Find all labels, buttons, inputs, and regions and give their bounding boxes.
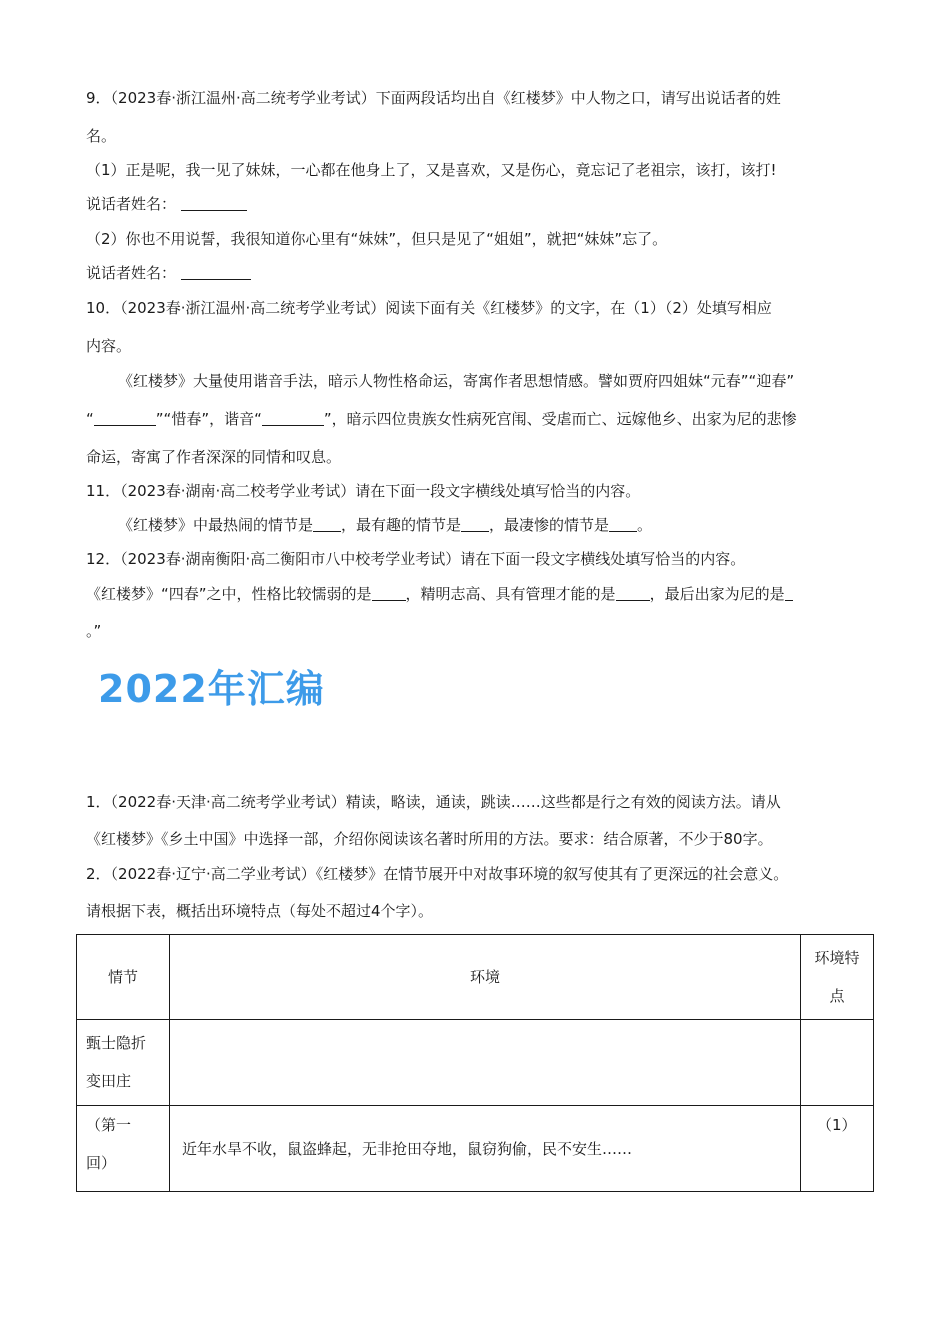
- row2-feature[interactable]: （1）: [801, 1106, 874, 1192]
- text-fragment: ，最凄惨的情节是: [489, 516, 610, 534]
- row1-environment: [170, 1020, 801, 1106]
- answer-blank-1[interactable]: [372, 585, 406, 601]
- row1-plot-line2: 变田庄: [86, 1072, 132, 1090]
- q11-sentence: [118, 515, 652, 535]
- row2-environment: 近年水旱不收，鼠盗蜂起，无非抢田夺地，鼠窃狗偷，民不安生……: [170, 1106, 801, 1192]
- answer-blank-1[interactable]: [94, 410, 156, 426]
- header-feature-line2: 点: [829, 987, 845, 1005]
- row2-plot-line2: 回）: [86, 1154, 117, 1172]
- q9-passage-2: （2）你也不用说誓，我很知道你心里有“妹妹”，但只是见了“姐姐”，就把“妹妹”忘了。: [86, 230, 668, 248]
- q9-stem-line2: 名。: [86, 127, 117, 145]
- text-fragment: ，最后出家为尼的是: [649, 585, 785, 603]
- q9-stem-line1: 9．（2023春·浙江温州·高二统考学业考试）下面两段话均出自《红楼梦》中人物之口，请写出说话者的姓: [86, 89, 781, 107]
- table-header-row: [77, 935, 874, 1020]
- header-plot: 情节: [77, 935, 170, 1020]
- q12-stem: 12．（2023春·湖南衡阳·高二衡阳市八中校考学业考试）请在下面一段文字横线处填写恰当的内容。: [86, 550, 746, 568]
- q10-stem-line2: 内容。: [86, 337, 132, 355]
- q12-sentence: [86, 584, 793, 604]
- speaker-label: 说话者姓名：: [86, 195, 177, 213]
- header-environment: 环境: [170, 935, 801, 1020]
- q11-stem: 11．（2023春·湖南·高二校考学业考试）请在下面一段文字横线处填写恰当的内容。: [86, 482, 641, 500]
- answer-blank[interactable]: [181, 264, 251, 280]
- row1-feature[interactable]: [801, 1020, 874, 1106]
- text-fragment: 。: [637, 516, 653, 534]
- section-title-2022: 2022年汇编: [98, 667, 325, 711]
- q1-stem-line2: 《红楼梦》《乡土中国》中选择一部，介绍你阅读该名著时所用的方法。要求：结合原著，不少于80字。: [86, 830, 773, 848]
- q10-passage-line1: 《红楼梦》大量使用谐音手法，暗示人物性格命运，寄寓作者思想情感。譬如贾府四姐妹“元春”“迎春”: [118, 372, 795, 390]
- environment-table: [76, 934, 874, 1192]
- q12-tail: 。”: [86, 622, 102, 640]
- text-fragment: 《红楼梦》中最热闹的情节是: [118, 516, 314, 534]
- q1-stem-line1: 1．（2022春·天津·高二统考学业考试）精读，略读，通读，跳读……这些都是行之有效的阅读方法。请从: [86, 793, 781, 811]
- row2-plot-line1: （第一: [86, 1116, 132, 1134]
- q10-stem-line1: 10．（2023春·浙江温州·高二统考学业考试）阅读下面有关《红楼梦》的文字，在（1）（2）处填写相应: [86, 299, 772, 317]
- q9-speaker-1: [86, 194, 247, 214]
- speaker-label: 说话者姓名：: [86, 264, 177, 282]
- q9-speaker-2: [86, 263, 251, 283]
- row1-plot-line1: 甄士隐折: [86, 1034, 147, 1052]
- table-row: [77, 1020, 874, 1106]
- answer-blank-2[interactable]: [616, 585, 650, 601]
- answer-blank-3[interactable]: [609, 516, 637, 532]
- header-feature: [801, 935, 874, 1020]
- text-fragment: ，最有趣的情节是: [341, 516, 462, 534]
- answer-blank-1[interactable]: [313, 516, 341, 532]
- q10-passage-line3: 命运，寄寓了作者深深的同情和叹息。: [86, 448, 342, 466]
- row2-plot: [77, 1106, 170, 1192]
- table-row: [77, 1106, 874, 1192]
- q2-stem-line2: 请根据下表，概括出环境特点（每处不超过4个字）。: [86, 902, 434, 920]
- answer-blank-2[interactable]: [461, 516, 489, 532]
- text-fragment: ，精明志高、具有管理才能的是: [405, 585, 616, 603]
- text-fragment: 《红楼梦》“四春”之中，性格比较懦弱的是: [86, 585, 372, 603]
- text-fragment: “: [86, 410, 94, 428]
- text-fragment: ”“惜春”，谐音“: [155, 410, 262, 428]
- q10-passage-line2: [86, 409, 797, 429]
- row1-plot: [77, 1020, 170, 1106]
- answer-blank-3[interactable]: [785, 585, 793, 601]
- text-fragment: ”，暗示四位贵族女性病死宫闱、受虐而亡、远嫁他乡、出家为尼的悲惨: [323, 410, 797, 428]
- answer-blank-2[interactable]: [262, 410, 324, 426]
- answer-blank[interactable]: [181, 195, 247, 211]
- q9-passage-1: （1）正是呢，我一见了妹妹，一心都在他身上了，又是喜欢，又是伤心，竟忘记了老祖宗，该打，该打!: [86, 161, 777, 179]
- q2-stem-line1: 2．（2022春·辽宁·高二学业考试）《红楼梦》在情节展开中对故事环境的叙写使其有了更深远的社会意义。: [86, 865, 789, 883]
- header-feature-line1: 环境特: [814, 949, 860, 967]
